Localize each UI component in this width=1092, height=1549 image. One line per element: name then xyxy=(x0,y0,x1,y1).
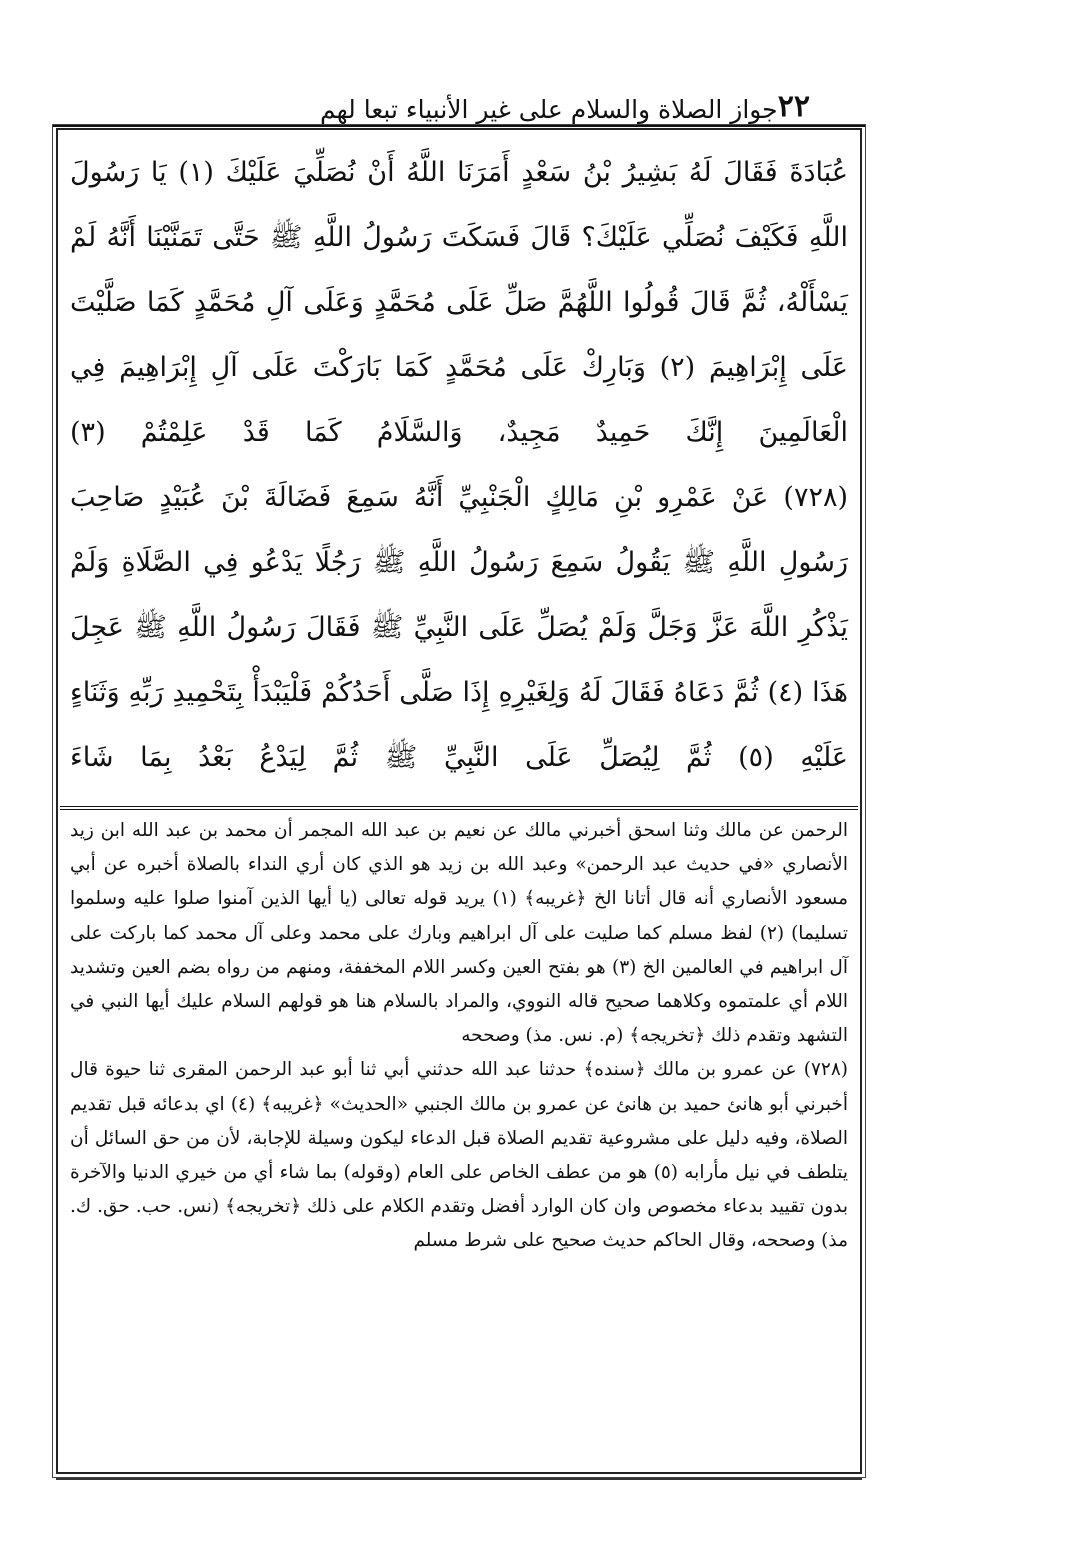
page-number: ٢٢ xyxy=(777,89,810,124)
note-paragraph: الرحمن عن مالك وثنا اسحق أخبرني مالك عن نعيم بن عبد الله المجمر أن محمد بن عبد الله ابن زيد الأنصاري «في حديث عبد الرحمن» وعبد الله بن زيد هو الذي كان أري النداء بالصلاة أخبره عن أبي مسعود الأنصاري أنه قال أتانا الخ ﴿غريبه﴾ (١) يريد قوله تعالى (يا أيها الذين آمنوا صلوا عليه وسلموا تسليما) (٢) لفظ مسلم كما صليت على آل ابراهيم وبارك على محمد وعلى آل محمد كما باركت على آل ابراهيم في العالمين الخ (٣) هو بفتح العين وكسر اللام المخففة، ومنهم من رواه بضم العين وتشديد اللام أي علمتموه وكلاهما صحيح قاله النووي، والمراد بالسلام هنا هو قولهم السلام عليك أيها النبي في التشهد وتقدم ذلك ﴿تخريجه﴾ (م. نس. مذ) وصححه xyxy=(70,820,848,1047)
hadith-paragraph: (٧٢٨) عَنْ عَمْرِو بْنِ مَالِكٍ الْجَنْبِيِّ أَنَّهُ سَمِعَ فَضَالَةَ بْنَ عُبَيْدٍ صَاحِبَ رَسُولِ اللَّهِ ﷺ يَقُولُ سَمِعَ رَسُولُ اللَّهِ ﷺ رَجُلًا يَدْعُو فِي الصَّلَاةِ وَلَمْ يَذْكُرِ اللَّهَ عَزَّ وَجَلَّ وَلَمْ يُصَلِّ عَلَى النَّبِيِّ ﷺ فَقَالَ رَسُولُ اللَّهِ ﷺ عَجِلَ هَذَا (٤) ثُمَّ دَعَاهُ فَقَالَ لَهُ وَلِغَيْرِهِ إِذَا صَلَّى أَحَدُكُمْ فَلْيَبْدَأْ بِتَحْمِيدِ رَبِّهِ وَثَنَاءٍ عَلَيْهِ (٥) ثُمَّ لِيُصَلِّ عَلَى النَّبِيِّ ﷺ ثُمَّ لِيَدْعُ بَعْدُ بِمَا شَاءَ xyxy=(70,482,848,773)
page-header xyxy=(60,78,810,124)
hadith-text xyxy=(70,140,848,810)
header-rule xyxy=(52,124,866,127)
footnote-divider xyxy=(60,806,858,810)
running-title: جواز الصلاة والسلام على غير الأنبياء تبعا لهم xyxy=(320,95,778,124)
note-paragraph: (٧٢٨) عن عمرو بن مالك ﴿سنده﴾ حدثنا عبد الله حدثني أبي ثنا أبو عبد الرحمن المقرى ثنا حيوة قال أخبرني أبو هانئ حميد بن هانئ عن عمرو بن مالك الجنبي «الحديث» ﴿غريبه﴾ (٤) اي بدعائه قبل تقديم الصلاة، وفيه دليل على مشروعية تقديم الصلاة قبل الدعاء ليكون وسيلة للإجابة، لأن من حق السائل أن يتلطف في نيل مأرابه (٥) هو من عطف الخاص على العام (وقوله) بما شاء أي من خيري الدنيا والآخرة بدون تقييد بدعاء مخصوص وان كان الوارد أفضل وتقدم الكلام على ذلك ﴿تخريجه﴾ (نس. حب. حق. ك. مذ) وصححه، وقال الحاكم حديث صحيح على شرط مسلم xyxy=(70,1059,848,1252)
hadith-paragraph: عُبَادَةَ فَقَالَ لَهُ بَشِيرُ بْنُ سَعْدٍ أَمَرَنَا اللَّهُ أَنْ نُصَلِّيَ عَلَيْكَ (١) يَا رَسُولَ اللَّهِ فَكَيْفَ نُصَلِّي عَلَيْكَ؟ قَالَ فَسَكَتَ رَسُولُ اللَّهِ ﷺ حَتَّى تَمَنَّيْنَا أَنَّهُ لَمْ يَسْأَلْهُ، ثُمَّ قَالَ قُولُوا اللَّهُمَّ صَلِّ عَلَى مُحَمَّدٍ وَعَلَى آلِ مُحَمَّدٍ كَمَا صَلَّيْتَ عَلَى إِبْرَاهِيمَ (٢) وَبَارِكْ عَلَى مُحَمَّدٍ كَمَا بَارَكْتَ عَلَى آلِ إِبْرَاهِيمَ فِي الْعَالَمِينَ إِنَّكَ حَمِيدٌ مَجِيدٌ، وَالسَّلَامُ كَمَا قَدْ عَلِمْتُمْ (٣) xyxy=(70,157,849,448)
bottom-rule xyxy=(56,1478,862,1480)
commentary-notes xyxy=(70,814,848,1464)
